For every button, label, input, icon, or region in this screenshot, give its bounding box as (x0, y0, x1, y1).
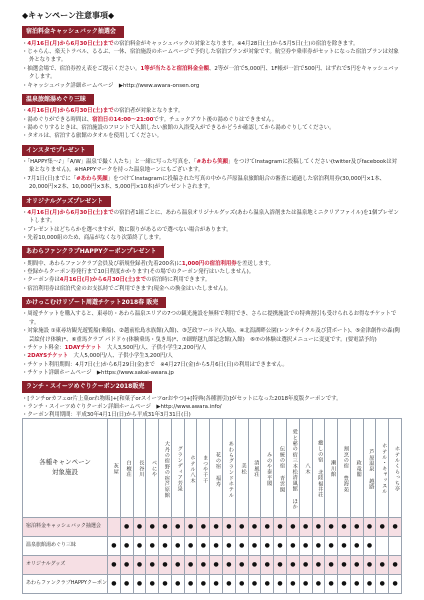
availability-mark: ● (120, 537, 133, 556)
facility-header: 割烹の宿 豊海苑 (338, 419, 351, 518)
availability-mark: ● (338, 575, 351, 594)
availability-mark: ● (312, 518, 325, 537)
availability-mark: ● (338, 537, 351, 556)
section-line: ・ 湯めぐりするときは、宿泊施設のフロントで入館したい旅館の入浴受入ができるかどうか確認してから湯めぐりしてください。 (22, 124, 402, 132)
availability-mark: ● (350, 556, 363, 575)
campaign-section (22, 25, 402, 90)
section-line[interactable]: ・ ランチ・スイーツめぐりクーポン詳細ホームページ ▶http://www.awara.info/ (22, 403, 402, 411)
section-heading: オリジナルグッズプレゼント (22, 196, 111, 207)
availability-mark: ● (274, 518, 287, 537)
facility-header: ホテル・キャッスル (376, 419, 389, 518)
availability-mark: ● (248, 556, 261, 575)
availability-mark: ● (389, 575, 402, 594)
availability-mark: ● (223, 537, 236, 556)
section-line: ・ 期間中、あわらファンクラブ会員及び新規登録者(先着200名)に1,000円の宿泊利用券を差送します。 (22, 260, 402, 268)
availability-mark: ● (120, 556, 133, 575)
corner-label-2: 対象施設 (52, 468, 78, 476)
facility-header: 八木 (299, 419, 312, 518)
availability-mark: ● (261, 575, 274, 594)
availability-mark: ● (299, 575, 312, 594)
availability-mark: ● (261, 556, 274, 575)
table-row (23, 575, 402, 594)
facility-header: 癒しの宿 北陸福井荘 (312, 419, 325, 518)
campaign-section (22, 245, 402, 293)
availability-mark: ● (184, 556, 197, 575)
availability-mark: ● (376, 518, 389, 537)
section-line: ・ 7月1日(日)までに「#あわら笑顔」をつけてInstagramに投稿された写真の中から芦原温泉旅館組合の審査に通過した宿泊利用券(30,000円×1本、20,000円×2本、10,000円×3本、5,000円×10本)がプレゼントされます。 (22, 175, 402, 192)
availability-mark: ● (171, 537, 184, 556)
section-line: ・ 2DAYSチケット 大人5,000円/人、子供小学生3,200円/人 (22, 352, 402, 360)
facility-header: 愛と慈の宿三本松清風館 ほか (286, 419, 299, 518)
facility-table (22, 418, 402, 594)
section-line: ・ プレゼントはどちらかを選べますが、数に限りがあるので選べない場合があります。 (22, 226, 402, 234)
availability-mark: ● (146, 556, 159, 575)
availability-mark: ● (120, 575, 133, 594)
section-line: ・ 抽選会場で、宿泊券控え表をご提示ください。1等が当たると宿泊料金全額、2等が一泊で5,000円、1F帳が一泊で500円、はずれで5円をキャッシュバックします。 (22, 65, 402, 82)
availability-mark: ● (350, 537, 363, 556)
campaign-section (22, 380, 402, 419)
availability-mark: ● (146, 575, 159, 594)
availability-mark: ● (363, 518, 376, 537)
availability-mark: ● (133, 537, 146, 556)
availability-mark: ● (261, 518, 274, 537)
availability-mark: ● (235, 575, 248, 594)
availability-mark: ● (146, 518, 159, 537)
section-line: ・ クーポン券は4月16日(月)から6月30日(土)までの宿泊時に利用できます。 (22, 276, 402, 284)
section-line: ・ チケット料金：1DAYチケット 大人3,500円/人、子供小学生2,200円/人 (22, 344, 402, 352)
availability-mark: ● (223, 556, 236, 575)
availability-mark (389, 537, 402, 556)
section-line: ・ 4月16日(月)から6月30日(土)までの宿泊料金がキャッシュバックの対象となります。※4月28日(土)から5月5日(土)の宿泊を除きます。 (22, 40, 402, 48)
facility-header: 大丹の宿野の宿芦原館 (159, 419, 172, 518)
section-line[interactable]: ・ チケット詳細ホームページ ▶https://www.sakai-awara.jp (22, 369, 402, 377)
availability-mark: ● (274, 575, 287, 594)
availability-mark: ● (338, 518, 351, 537)
facility-header: 政竜閣 (350, 419, 363, 518)
availability-mark: ● (286, 518, 299, 537)
section-heading: インスタでプレゼント (22, 145, 94, 156)
availability-mark: ● (210, 537, 223, 556)
section-line: ・ じゃらん、楽天トラベル、るるぶ、一休、宿泊施設のホームページで予約した宿泊プランが対象です。航空券や乗車券がセットになった宿泊プランは対象外となります。 (22, 48, 402, 65)
facility-header: 伝統の宿 青雲閣 (274, 419, 287, 518)
availability-mark: ● (235, 537, 248, 556)
availability-mark: ● (146, 537, 159, 556)
availability-mark: ● (210, 556, 223, 575)
sections-container (22, 25, 402, 419)
availability-mark: ● (133, 556, 146, 575)
availability-mark: ● (299, 537, 312, 556)
availability-mark: ● (159, 518, 172, 537)
section-line: ・ 宿泊利用券は宿泊代金のお支払時でご利用できます(現金への換金はいたしません)。 (22, 285, 402, 293)
availability-mark: ● (108, 537, 121, 556)
availability-mark: ● (171, 518, 184, 537)
availability-mark: ● (286, 575, 299, 594)
availability-mark: ● (248, 518, 261, 537)
availability-mark: ● (389, 556, 402, 575)
availability-mark: ● (363, 537, 376, 556)
availability-mark: ● (159, 537, 172, 556)
facility-table-wrap (22, 418, 402, 594)
corner-label-1: 各種キャンペーン (39, 458, 91, 467)
section-line: ・ 対象施設 ①東尋坊観光遊覧船(乗船)、②越前松島水族館(入館)、③芝政ワールド(入場)、④北潟湖畔公園(レンタサイクル及び貸ボート)、⑤金津創作の森(陶芸絵付け体験)*、⑥重馬クラブ パドドゥ(体験乗馬・曳き馬)*、⑦細野越九郎記念館(入館) ⑥⑦の体験は選択メニューに変更です。(要電話予約) (22, 327, 402, 344)
facility-header: グランディア芳泉 (171, 419, 184, 518)
section-heading: 温泉旅館湯めぐり三昧 (22, 94, 94, 105)
availability-mark: ● (389, 518, 402, 537)
facility-header: 白檀荘 (120, 419, 133, 518)
row-label: オリジナルグッズ (23, 556, 108, 575)
facility-header: 芦原温泉 越路 (363, 419, 376, 518)
availability-mark: ● (286, 556, 299, 575)
facility-header: まつや千千 (197, 419, 210, 518)
campaign-section (22, 144, 402, 192)
availability-mark: ● (248, 537, 261, 556)
availability-mark: ● (325, 518, 338, 537)
section-line: ・ 湯めぐりができる時間は、宿泊日の14:00〜21:00です。チェックアウト後の湯めぐりはできません。 (22, 116, 402, 124)
availability-mark: ● (363, 575, 376, 594)
page-title: ◆キャンペーン注意事項◆ (22, 11, 115, 20)
availability-mark: ● (338, 556, 351, 575)
availability-mark: ● (325, 575, 338, 594)
availability-mark: ● (235, 556, 248, 575)
section-line: ・ 先着10,000組のため、商品がなくなり次第終了します。 (22, 234, 402, 242)
availability-mark: ● (197, 518, 210, 537)
availability-mark: ● (108, 575, 121, 594)
table-row (23, 556, 402, 575)
availability-mark: ● (223, 518, 236, 537)
availability-mark: ● (363, 556, 376, 575)
campaign-section (22, 195, 402, 243)
availability-mark: ● (248, 575, 261, 594)
availability-mark: ● (312, 575, 325, 594)
availability-mark: ● (376, 575, 389, 594)
table-body (23, 518, 402, 594)
availability-mark: ● (197, 575, 210, 594)
availability-mark: ● (159, 556, 172, 575)
facility-header: 美松 (235, 419, 248, 518)
row-label: あわらファンクラブHAPPYクーポン (23, 575, 108, 594)
facility-header: 清風荘 (248, 419, 261, 518)
section-heading: 宿泊料金キャッシュバック抽選会 (22, 26, 124, 37)
row-label: 温泉旅館湯めぐり三昧 (23, 537, 108, 556)
availability-mark: ● (120, 518, 133, 537)
availability-mark: ● (197, 556, 210, 575)
section-line[interactable]: ・ キャッシュバック詳細ホームページ ▶http://www.awara-onsen.org (22, 82, 402, 90)
facility-header: べにや (146, 419, 159, 518)
availability-mark: ● (376, 556, 389, 575)
availability-mark: ● (184, 537, 197, 556)
facility-header: ホテルくらっち亭 (389, 419, 402, 518)
availability-mark: ● (171, 556, 184, 575)
facility-header: ホテル八木 (184, 419, 197, 518)
availability-mark: ● (325, 537, 338, 556)
section-line: ・ チケット利用期間：4月7日(土)から6月29日(金)まで ※4月27日(金)から5月6日(日)の利用はできません。 (22, 361, 402, 369)
availability-mark: ● (210, 518, 223, 537)
section-line: ・ 周遊チケットを購入すると、東尋坊・あわら温泉エリアの7つの観光施設を無料で利用でき、さらに提携施設での特典割引も受けられるお得なチケットです。 (22, 310, 402, 327)
availability-mark: ● (133, 575, 146, 594)
facility-header: 瀬川館 (325, 419, 338, 518)
table-header-row (23, 419, 402, 518)
availability-mark: ● (299, 556, 312, 575)
table-row (23, 518, 402, 537)
section-line: ・ タオルは、宿泊する旅館のタオルを使用してください。 (22, 132, 402, 140)
section-line: ・ クーポン利用期間：平成30年4月1日(日)から平成31年3月31日(日) (22, 411, 402, 419)
availability-mark: ● (223, 575, 236, 594)
availability-mark: ● (274, 556, 287, 575)
facility-header: 花の宿 福寿 (210, 419, 223, 518)
section-line: ・ [ランチorカフェor片上菓orれ物販]+[和菓子orスイーツorおやつ]+[特典(各種割引)]がセットになった2018年度版クーポンです。 (22, 395, 402, 403)
availability-mark: ● (197, 537, 210, 556)
availability-mark: ● (184, 575, 197, 594)
campaign-section (22, 296, 402, 377)
availability-mark: ● (312, 537, 325, 556)
availability-mark: ● (312, 556, 325, 575)
availability-mark: ● (286, 537, 299, 556)
availability-mark: ● (261, 537, 274, 556)
availability-mark: ● (159, 575, 172, 594)
availability-mark: ● (325, 556, 338, 575)
availability-mark: ● (108, 556, 121, 575)
section-line: ・ 「HAPPY集〜♪」「A/W」温泉で撮く人たち」と一緒に写った写真を、「#あわら笑顔」をつけてInstagramに投稿してください(twitter及びfacebookは対象となりません)。※HAPPYマークを持った温泉地ーンにもございます。 (22, 158, 402, 175)
availability-mark: ● (171, 575, 184, 594)
section-line: ・ 登録からクーポン券発行まで10日程度かかります(その場でのクーポン発行はいたしません)。 (22, 268, 402, 276)
availability-mark (108, 518, 121, 537)
availability-mark: ● (184, 518, 197, 537)
table-row (23, 537, 402, 556)
availability-mark: ● (350, 518, 363, 537)
campaign-section (22, 93, 402, 141)
section-heading: かけっこむけリゾート周遊チケット2018春 販売 (22, 297, 166, 308)
availability-mark: ● (210, 575, 223, 594)
availability-mark: ● (235, 518, 248, 537)
availability-mark: ● (350, 575, 363, 594)
availability-mark (376, 537, 389, 556)
section-line: ・ 4月16日(月)から6月30日(土)までの宿泊者1組ごとに、あわら温泉オリジナルグッズ(あわら温泉入浴剤または温泉地ミニクリアファイル)を1個プレゼントします。 (22, 209, 402, 226)
facility-header: 灰屋 (108, 419, 121, 518)
section-line: ・ 4月16日(月)から6月30日(土)までの宿泊者が対象となります。 (22, 107, 402, 115)
availability-mark: ● (299, 518, 312, 537)
facility-header: あわらグランドホテル (223, 419, 236, 518)
availability-mark: ● (274, 537, 287, 556)
section-heading: あわらファンクラブHAPPYクーポンプレゼント (22, 246, 164, 257)
facility-header: みのや泰平閣 (261, 419, 274, 518)
table-corner-label (23, 419, 108, 518)
availability-mark: ● (133, 518, 146, 537)
section-heading: ランチ・スイーツめぐりクーポン2018販売 (22, 381, 152, 392)
facility-header: 長谷川 (133, 419, 146, 518)
row-label: 宿泊料金キャッシュバック抽選会 (23, 518, 108, 537)
